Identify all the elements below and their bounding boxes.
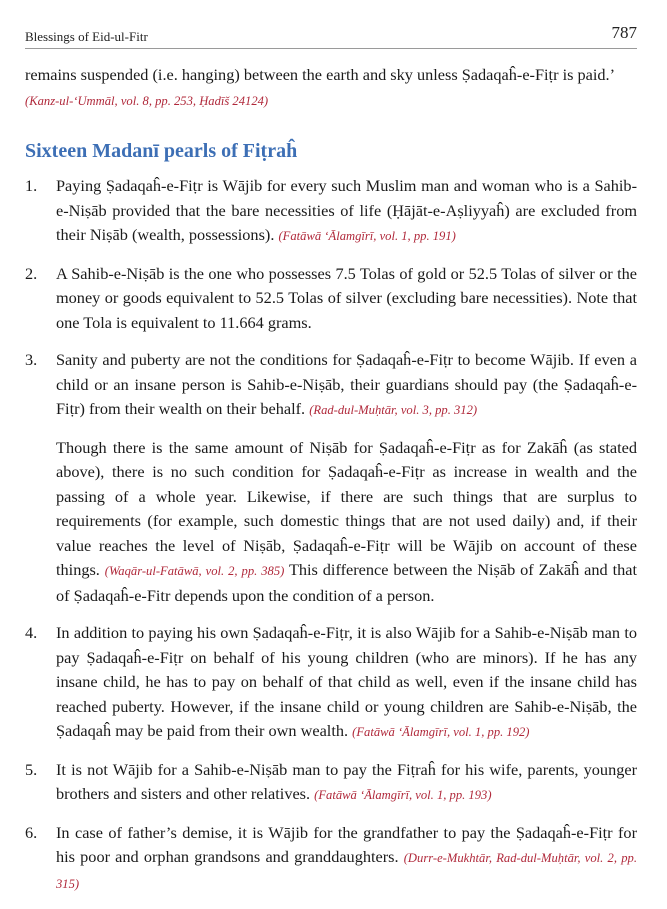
intro-text: remains suspended (i.e. hanging) between the earth and sky unless Ṣadaqaĥ-e-Fiṭr is paid.’ <box>25 65 616 84</box>
item-text: In case of father’s demise, it is Wājib for the grandfather to pay the Ṣadaqaĥ-e-Fiṭr for his poor and orphan grandsons and granddaughters. (Durr-e-Mukhtār, Rad-dul-Muḥtār, vol. 2, pp. 315) <box>56 822 637 891</box>
page-number: 787 <box>611 23 637 42</box>
list-item <box>25 621 637 745</box>
page-body <box>25 63 637 909</box>
item-text: A Sahib-e-Niṣāb is the one who possesses 7.5 Tolas of gold or 52.5 Tolas of silver or the money or goods equivalent to 52.5 Tolas of silver (excluding bare necessities). Note that one Tola is equivalent to 11.664 grams. <box>56 263 637 332</box>
list-item <box>25 821 637 897</box>
page-header <box>25 22 637 49</box>
list-item <box>25 348 637 608</box>
intro-citation: (Kanz-ul-‘Ummāl, vol. 8, pp. 253, Ḥadīš 24124) <box>25 93 269 108</box>
intro-paragraph <box>25 63 637 113</box>
section-heading: Sixteen Madanī pearls of Fiṭraĥ <box>25 140 298 162</box>
item-citation: (Fatāwā ‘Ālamgīrī, vol. 1, pp. 193) <box>314 788 492 802</box>
item-text: Paying Ṣadaqaĥ-e-Fiṭr is Wājib for every such Muslim man and woman who is a Sahib-e-Niṣāb provided that the bare necessities of life (Ḥājāt-e-Aṣliyyaĥ) are excluded from their Niṣāb (wealth, possessions). (Fatāwā ‘Ālamgīrī, vol. 1, pp. 191) <box>56 176 637 244</box>
item-number: 1. <box>25 176 38 195</box>
item-citation: (Fatāwā ‘Ālamgīrī, vol. 1, pp. 192) <box>352 725 530 739</box>
item-number: 6. <box>25 822 38 842</box>
list-item <box>25 262 637 336</box>
item-text: In addition to paying his own Ṣadaqaĥ-e-Fiṭr, it is also Wājib for a Sahib-e-Niṣāb man to pay Ṣadaqaĥ-e-Fiṭr on behalf of his young children (who are minors). If he has any insane child, he has to pay on behalf of that child as well, even if the insane child has reached puberty. However, if the insane child or young children are Sahib-e-Niṣāb, the Ṣadaqaĥ may be paid from their own wealth. (Fatāwā ‘Ālamgīrī, vol. 1, pp. 192) <box>56 623 637 740</box>
item-extra-citation: (Waqār-ul-Fatāwā, vol. 2, pp. 385) <box>104 564 285 578</box>
item-citation: (Rad-dul-Muḥtār, vol. 3, pp. 312) <box>309 403 478 417</box>
item-citation: (Durr-e-Mukhtār, Rad-dul-Muḥtār, vol. 2, pp. 315) <box>56 851 637 891</box>
list-item <box>25 758 637 808</box>
item-extra-text: Though there is the same amount of Niṣāb for Ṣadaqaĥ-e-Fiṭr as for Zakāĥ (as stated above), there is no such condition for Ṣadaqaĥ-e-Fiṭr as increase in wealth and the passing of a whole year. Likewise, if there are such things that are surplus to requirements (for example, such domestic things that are not used daily) and, if their value reaches the level of Niṣāb, Ṣadaqaĥ-e-Fiṭr will be Wājib on account of these things. (Waqār-ul-Fatāwā, vol. 2, pp. 385) This difference between the Niṣāb of Zakāĥ and that of Ṣadaqaĥ-e-Fitr depends upon the condition of a person. <box>56 437 637 605</box>
item-number: 5. <box>25 759 38 779</box>
item-number: 4. <box>25 623 38 642</box>
item-text: Sanity and puberty are not the conditions for Ṣadaqaĥ-e-Fiṭr to become Wājib. If even a child or an insane person is Sahib-e-Niṣāb, their guardians should pay (the Ṣadaqaĥ-e-Fiṭr) from their wealth on their behalf. (Rad-dul-Muḥtār, vol. 3, pp. 312) <box>56 350 637 418</box>
item-number: 3. <box>25 350 38 369</box>
item-citation: (Fatāwā ‘Ālamgīrī, vol. 1, pp. 191) <box>278 229 456 243</box>
running-title: Blessings of Eid-ul-Fitr <box>25 29 148 44</box>
item-number: 2. <box>25 263 38 283</box>
list-item <box>25 174 637 249</box>
item-text: It is not Wājib for a Sahib-e-Niṣāb man to pay the Fiṭraĥ for his wife, parents, younger brothers and sisters and other relatives. (Fatāwā ‘Ālamgīrī, vol. 1, pp. 193) <box>56 759 637 803</box>
